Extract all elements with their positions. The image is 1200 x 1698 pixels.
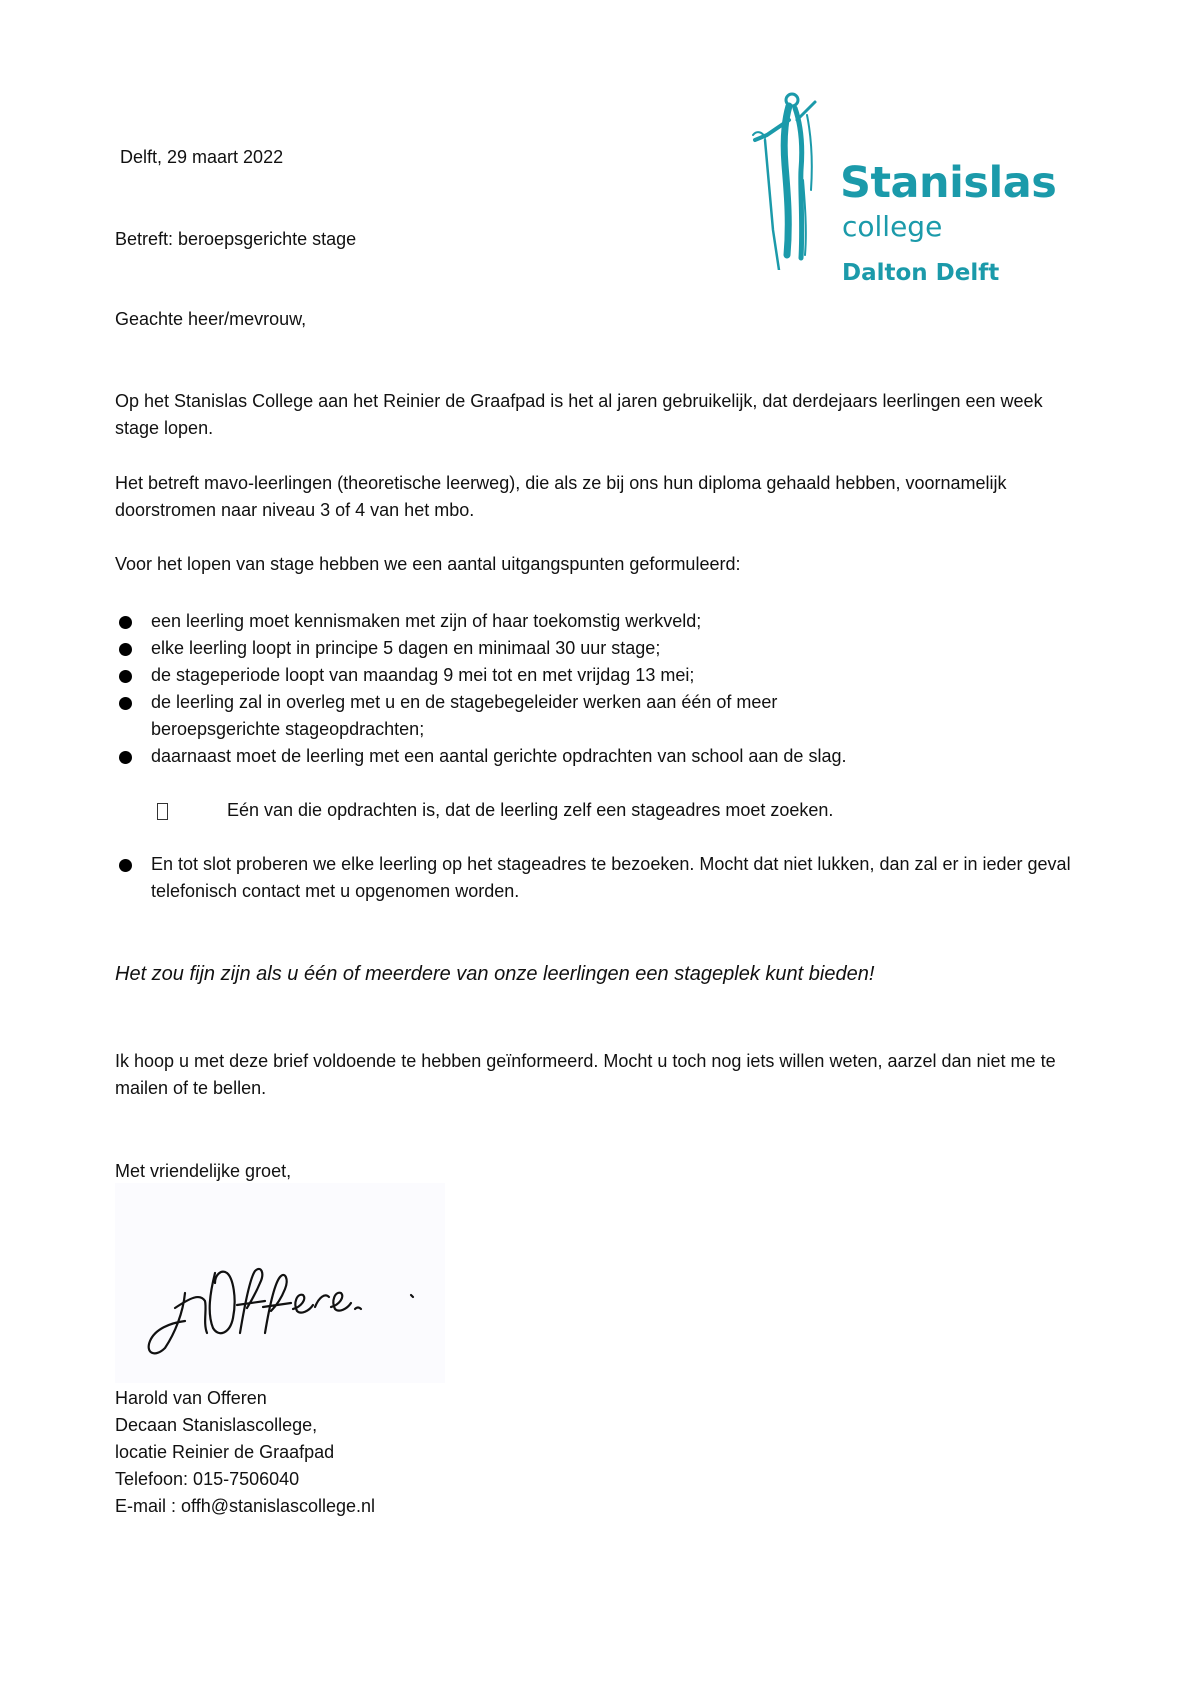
greeting: Met vriendelijke groet,: [115, 1161, 292, 1181]
bullet-icon: [115, 608, 151, 635]
principles-list: [115, 608, 1105, 905]
bullet-icon: [115, 851, 151, 878]
sender-name: Harold van Offeren: [115, 1388, 267, 1408]
sub-list-item: Eén van die opdrachten is, dat de leerling zelf een stageadres moet zoeken.: [155, 797, 1105, 824]
closing-paragraph: Ik hoop u met deze brief voldoende te hebben geïnformeerd. Mocht u toch nog iets willen weten, aarzel dan niet me te mailen of te bellen.: [115, 1051, 1056, 1098]
sender-email: E-mail : offh@stanislascollege.nl: [115, 1496, 376, 1516]
paragraph-mavo: Het betreft mavo-leerlingen (theoretische leerweg), die als ze bij ons hun diploma gehaald hebben, voornamelijk doorstromen naar niveau 3 of 4 van het mbo.: [115, 473, 1007, 520]
logo-name: Stanislas: [840, 158, 1057, 208]
subject-line: Betreft: beroepsgerichte stage: [115, 229, 357, 249]
sender-block: [115, 1385, 375, 1520]
bullet-icon: [115, 689, 151, 716]
bullet-icon: [115, 743, 151, 770]
school-logo: [745, 80, 1105, 295]
list-item: een leerling moet kennismaken met zijn of haar toekomstig werkveld;: [115, 608, 1105, 635]
sender-location: locatie Reinier de Graafpad: [115, 1442, 335, 1462]
walking-figure-with-staff-icon: [745, 80, 840, 270]
date-line: Delft, 29 maart 2022: [120, 147, 284, 167]
list-item: de stageperiode loopt van maandag 9 mei tot en met vrijdag 13 mei;: [115, 662, 1105, 689]
sender-phone: Telefoon: 015-7506040: [115, 1469, 300, 1489]
paragraph-uitgangspunten: Voor het lopen van stage hebben we een aantal uitgangspunten geformuleerd:: [115, 554, 741, 574]
bullet-icon: [115, 662, 151, 689]
bullet-icon: [115, 635, 151, 662]
emphasis-sentence: Het zou fijn zijn als u één of meerdere van onze leerlingen een stageplek kunt bieden!: [115, 963, 875, 985]
list-item: En tot slot proberen we elke leerling op het stageadres te bezoeken. Mocht dat niet lukken, dan zal er in ieder geval telefonisch contact met u opgenomen worden.: [115, 851, 1105, 905]
sender-title: Decaan Stanislascollege,: [115, 1415, 318, 1435]
list-item: de leerling zal in overleg met u en de stagebegeleider werken aan één of meer beroepsgerichte stageopdrachten;: [115, 689, 1105, 743]
paragraph-intro: Op het Stanislas College aan het Reinier de Graafpad is het al jaren gebruikelijk, dat derdejaars leerlingen een week stage lopen.: [115, 391, 1043, 438]
logo-subtitle: college: [842, 210, 943, 243]
placeholder-box-icon: [155, 797, 227, 824]
list-item: daarnaast moet de leerling met een aantal gerichte opdrachten van school aan de slag.: [115, 743, 1105, 770]
list-item: elke leerling loopt in principe 5 dagen en minimaal 30 uur stage;: [115, 635, 1105, 662]
salutation: Geachte heer/mevrouw,: [115, 309, 307, 329]
signature: [115, 1183, 445, 1383]
logo-location: Dalton Delft: [842, 260, 1000, 286]
